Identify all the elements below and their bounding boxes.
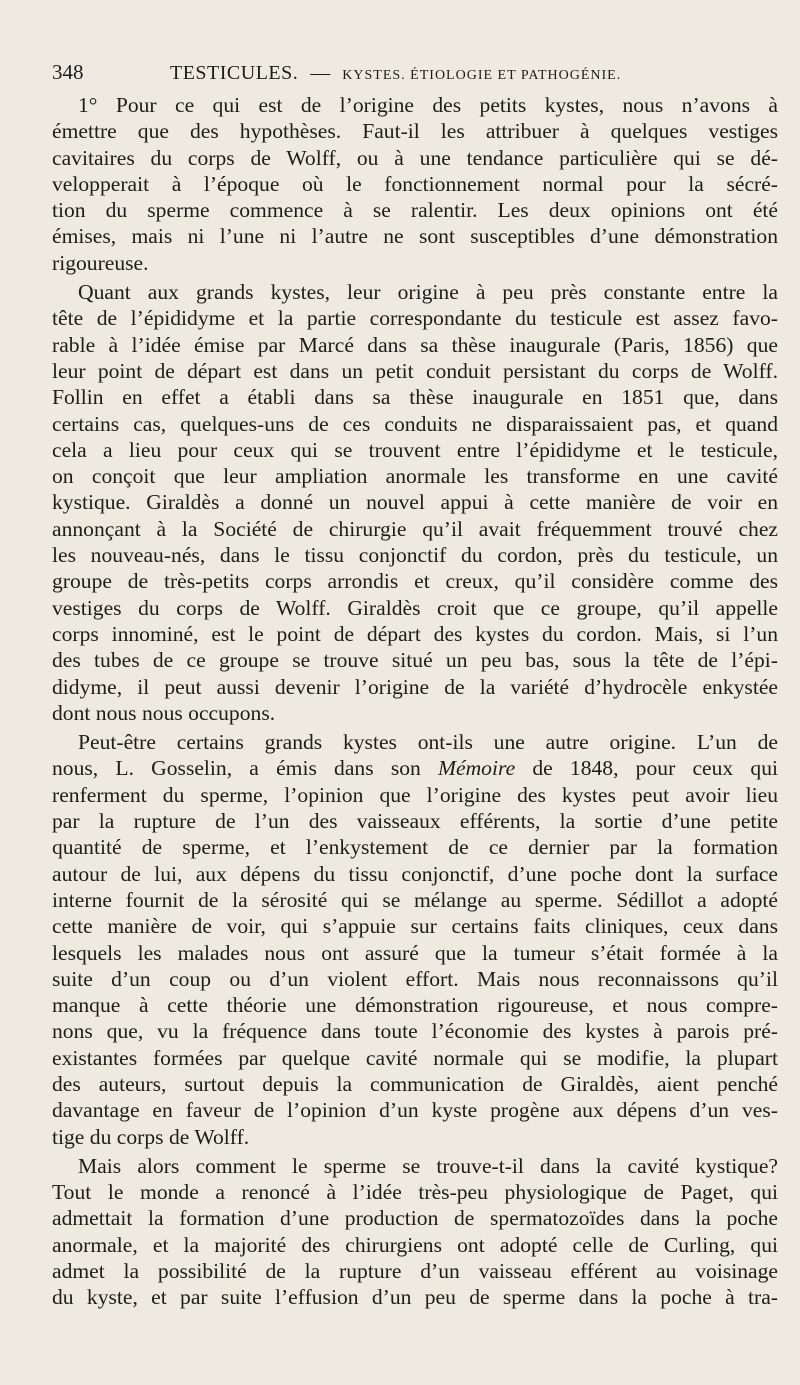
text-line: Follin en effet a établi dans sa thèse inaugurale en 1851 que, dans [52, 385, 778, 410]
text-line: interne fournit de la sérosité qui se mélange au sperme. Sédillot a adopté [52, 887, 778, 912]
text-line: cela a lieu pour ceux qui se trouvent entre l’épididyme et le testicule, [52, 437, 778, 462]
text-line: tige du corps de Wolff. [52, 1124, 250, 1149]
text-line: du kyste, et par suite l’effusion d’un peu de sperme dans la poche à tra- [52, 1285, 778, 1310]
paragraph [52, 92, 778, 276]
text-line: davantage en faveur de l’opinion d’un kyste progène aux dépens d’un ves- [52, 1098, 778, 1123]
text-line: par la rupture de l’un des vaisseaux efférents, la sortie d’une petite [52, 809, 778, 834]
text-line: autour de lui, aux dépens du tissu conjonctif, d’une poche dont la surface [52, 861, 778, 886]
text-line: dont nous nous occupons. [52, 700, 276, 725]
text-line: renferment du sperme, l’opinion que l’origine des kystes peut avoir lieu [52, 782, 778, 807]
running-head-separator: — [310, 62, 331, 84]
text-line: 1° Pour ce qui est de l’origine des petits kystes, nous n’avons à [78, 93, 778, 117]
text-line: didyme, il peut aussi devenir l’origine de la variété d’hydrocèle enkystée [52, 674, 778, 699]
text-line: certains cas, quelques-uns de ces conduits ne disparaissaient pas, et quand [52, 411, 778, 436]
running-head-subtitle: KYSTES. ÉTIOLOGIE ET PATHOGÉNIE. [342, 68, 622, 83]
text-line: anormale, et la majorité des chirurgiens ont adopté celle de Curling, qui [52, 1232, 778, 1257]
text-line: rable à l’idée émise par Marcé dans sa thèse inaugurale (Paris, 1856) que [52, 332, 778, 357]
text-line: corps innominé, est le point de départ des kystes du cordon. Mais, si l’un [52, 621, 778, 646]
text-line: lesquels les malades nous ont assuré que la tumeur s’était formée à la [52, 940, 778, 965]
body-text [52, 92, 778, 1311]
text-line: velopperait à l’époque où le fonctionnement normal pour la sécré- [52, 171, 778, 196]
text-line: émettre que des hypothèses. Faut-il les attribuer à quelques vestiges [52, 119, 778, 144]
text-line: groupe de très-petits corps arrondis et creux, qu’il considère comme des [52, 569, 778, 594]
text-line: rigoureuse. [52, 250, 149, 275]
text-line: annonçant à la Société de chirurgie qu’il avait fréquemment trouvé chez [52, 516, 778, 541]
text-line: les nouveau-nés, dans le tissu conjonctif du cordon, près du testicule, un [52, 543, 778, 568]
text-line: tête de l’épididyme et la partie correspondante du testicule est assez favo- [52, 306, 778, 331]
paragraph [52, 279, 778, 726]
text-line: des tubes de ce groupe se trouve situé un peu bas, sous la tête de l’épi- [52, 648, 778, 673]
text-line: tion du sperme commence à se ralentir. Les deux opinions ont été [52, 198, 778, 223]
text-line: Peut-être certains grands kystes ont-ils une autre origine. L’un de [78, 730, 778, 755]
text-line: quantité de sperme, et l’enkystement de ce dernier par la formation [52, 835, 778, 860]
text-line: nons que, vu la fréquence dans toute l’économie des kystes à parois pré- [52, 1019, 778, 1044]
text-line: nous, L. Gosselin, a émis dans son Mémoire de 1848, pour ceux qui [52, 756, 778, 781]
running-head [52, 60, 778, 92]
text-line: kystique. Giraldès a donné un nouvel appui à cette manière de voir en [52, 490, 778, 515]
text-line: manque à cette théorie une démonstration rigoureuse, et nous compre- [52, 993, 778, 1018]
text-line: cavitaires du corps de Wolff, ou à une tendance particulière qui se dé- [52, 145, 778, 170]
text-line: émises, mais ni l’une ni l’autre ne sont susceptibles d’une démonstration [52, 224, 778, 249]
running-head-title: TESTICULES. [170, 62, 299, 84]
text-line: Tout le monde a renoncé à l’idée très-peu physiologique de Paget, qui [52, 1180, 778, 1205]
text-line: leur point de départ est dans un petit conduit persistant du corps de Wolff. [52, 358, 778, 383]
text-line: Quant aux grands kystes, leur origine à peu près constante entre la [78, 280, 778, 305]
text-line: admet la possibilité de la rupture d’un vaisseau efférent au voisinage [52, 1259, 778, 1284]
text-line: on conçoit que leur ampliation anormale les transforme en une cavité [52, 464, 778, 489]
text-line: existantes formées par quelque cavité normale qui se modifie, la plupart [52, 1045, 778, 1070]
page-number: 348 [52, 60, 84, 84]
text-line: vestiges du corps de Wolff. Giraldès croit que ce groupe, qu’il appelle [52, 595, 778, 620]
text-line: admettait la formation d’une production de spermatozoïdes dans la poche [52, 1206, 778, 1231]
paragraph [52, 1153, 778, 1311]
text-line: Mais alors comment le sperme se trouve-t-il dans la cavité kystique? [78, 1153, 778, 1178]
text-line: cette manière de voir, qui s’appuie sur certains faits cliniques, ceux dans [52, 914, 778, 939]
paragraph [52, 729, 778, 1150]
text-line: des auteurs, surtout depuis la communication de Giraldès, aient penché [52, 1071, 778, 1096]
text-line: suite d’un coup ou d’un violent effort. Mais nous reconnaissons qu’il [52, 966, 778, 991]
